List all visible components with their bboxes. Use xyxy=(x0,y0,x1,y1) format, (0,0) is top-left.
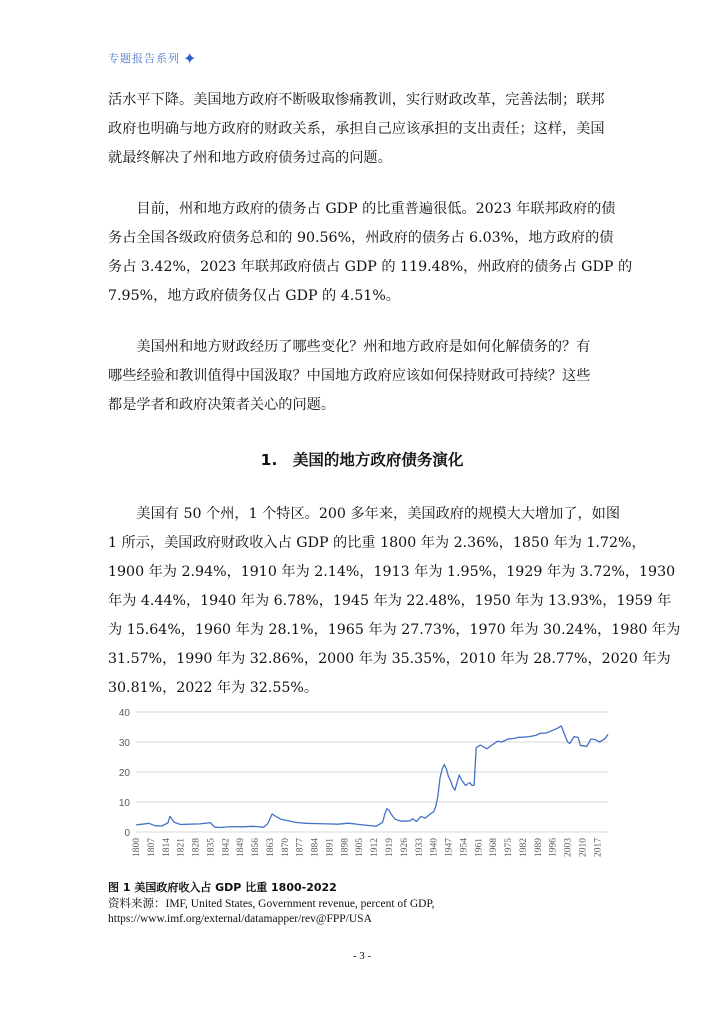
x-tick-label: 1940 xyxy=(429,838,440,857)
x-tick-label: 1814 xyxy=(161,838,172,857)
x-tick-label: 1926 xyxy=(399,838,410,857)
revenue-gdp-line-chart xyxy=(108,703,618,878)
x-tick-label: 1982 xyxy=(518,838,529,857)
text-line: 为 15.64%，1960 年为 28.1%，1965 年为 27.73%，1970 年为 30.24%，1980 年为 xyxy=(108,622,681,638)
series-label: 专题报告系列 xyxy=(108,52,180,65)
series-line xyxy=(136,726,608,828)
x-tick-label: 1947 xyxy=(444,838,455,857)
paragraph-3 xyxy=(108,333,616,420)
text-line: 美国州和地方财政经历了哪些变化？州和地方政府是如何化解债务的？有 xyxy=(108,339,591,355)
y-tick-label: 0 xyxy=(124,828,130,839)
x-tick-label: 1835 xyxy=(206,838,217,857)
x-tick-label: 2010 xyxy=(578,838,589,857)
x-tick-label: 1870 xyxy=(280,838,291,857)
x-tick-label: 1905 xyxy=(355,838,366,857)
x-tick-label: 1863 xyxy=(265,838,276,857)
x-tick-label: 1856 xyxy=(251,838,262,857)
text-line: 政府也明确与地方政府的财政关系，承担自己应该承担的支出责任；这样，美国 xyxy=(108,121,605,137)
source-url: https://www.imf.org/external/datamapper/rev@FPP/USA xyxy=(108,913,372,925)
text-line: 1900 年为 2.94%，1910 年为 2.14%，1913 年为 1.95%，1929 年为 3.72%，1930 xyxy=(108,564,676,580)
x-tick-label: 1807 xyxy=(146,838,157,857)
text-line: 7.95%，地方政府债务仅占 GDP 的 4.51%。 xyxy=(108,288,400,304)
x-tick-label: 1954 xyxy=(459,838,470,857)
y-tick-label: 20 xyxy=(118,768,130,779)
text-line: 就最终解决了州和地方政府债务过高的问题。 xyxy=(108,150,392,166)
x-tick-label: 1821 xyxy=(176,838,187,857)
x-tick-label: 1884 xyxy=(310,838,321,857)
y-tick-label: 30 xyxy=(118,738,130,749)
four-point-star-icon: ✦ xyxy=(183,48,198,68)
text-line: 目前，州和地方政府的债务占 GDP 的比重普遍很低。2023 年联邦政府的债 xyxy=(108,201,616,217)
text-line: 年为 4.44%，1940 年为 6.78%，1945 年为 22.48%，1950 年为 13.93%，1959 年 xyxy=(108,593,672,609)
text-line: 美国有 50 个州，1 个特区。200 多年来，美国政府的规模大大增加了，如图 xyxy=(108,506,621,522)
x-tick-label: 1849 xyxy=(236,838,247,857)
x-tick-label: 1968 xyxy=(489,838,500,857)
x-tick-label: 1961 xyxy=(474,838,485,857)
x-tick-label: 1996 xyxy=(548,838,559,857)
source-line: 资料来源：IMF, United States, Government revenue, percent of GDP, xyxy=(108,898,435,910)
x-tick-label: 2017 xyxy=(593,838,604,857)
x-tick-label: 1877 xyxy=(295,838,306,857)
text-line: 务占 3.42%，2023 年联邦政府债占 GDP 的 119.48%，州政府的债务占 GDP 的 xyxy=(108,259,633,275)
text-line: 30.81%，2022 年为 32.55%。 xyxy=(108,680,319,696)
text-line: 31.57%，1990 年为 32.86%，2000 年为 35.35%，2010 年为 28.77%，2020 年为 xyxy=(108,651,671,667)
text-line: 务占全国各级政府债务总和的 90.56%，州政府的债务占 6.03%，地方政府的债 xyxy=(108,230,614,246)
x-tick-label: 1800 xyxy=(132,838,142,857)
x-tick-label: 1933 xyxy=(414,838,425,857)
x-tick-label: 1898 xyxy=(340,838,351,857)
y-tick-label: 40 xyxy=(118,708,130,719)
report-series-header xyxy=(108,50,197,66)
text-line: 都是学者和政府决策者关心的问题。 xyxy=(108,397,336,413)
text-line: 活水平下降。美国地方政府不断吸取惨痛教训，实行财政改革，完善法制；联邦 xyxy=(108,92,605,108)
x-tick-label: 1919 xyxy=(385,838,396,857)
x-tick-label: 1989 xyxy=(533,838,544,857)
x-tick-label: 1891 xyxy=(325,838,336,857)
paragraph-4 xyxy=(108,500,681,703)
x-tick-label: 1842 xyxy=(221,838,232,857)
figure-caption: 图 1 美国政府收入占 GDP 比重 1800-2022 xyxy=(108,881,337,894)
page-number: - 3 - xyxy=(352,950,372,962)
x-tick-label: 1912 xyxy=(370,838,381,857)
text-line: 哪些经验和教训值得中国汲取？中国地方政府应该如何保持财政可持续？这些 xyxy=(108,368,591,384)
paragraph-1 xyxy=(108,86,616,173)
y-tick-label: 10 xyxy=(118,798,130,809)
x-tick-label: 1975 xyxy=(504,838,515,857)
section-heading: 1. 美国的地方政府债务演化 xyxy=(260,451,464,469)
figure-source xyxy=(108,897,434,927)
text-line: 1 所示，美国政府财政收入占 GDP 的比重 1800 年为 2.36%，1850 年为 1.72%， xyxy=(108,535,646,551)
paragraph-2 xyxy=(108,195,633,311)
x-tick-label: 1828 xyxy=(191,838,202,857)
x-tick-label: 2003 xyxy=(563,838,574,857)
